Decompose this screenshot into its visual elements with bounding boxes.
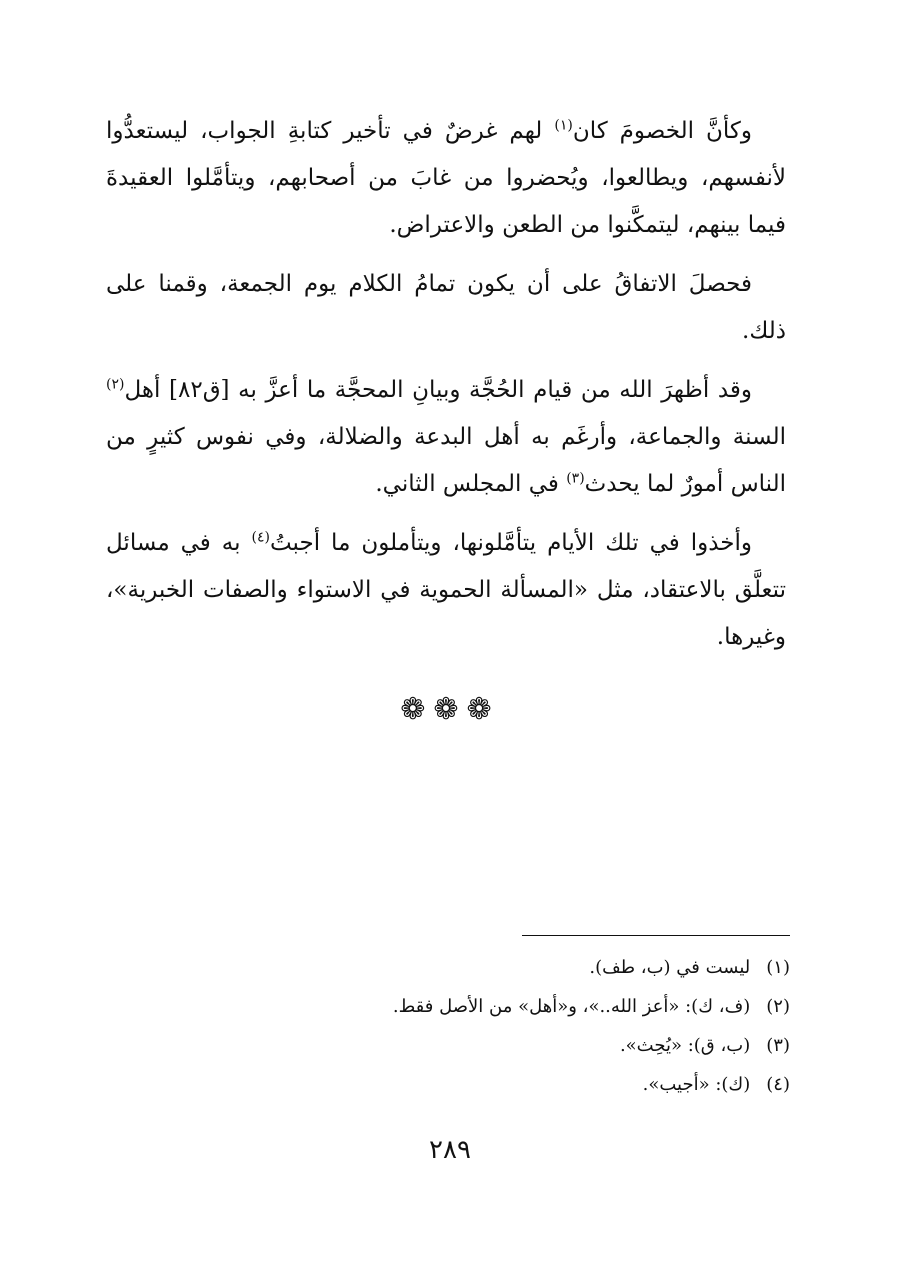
footnote-number: (٢)	[766, 996, 790, 1017]
paragraph-text: وقد أظهرَ الله من قيام الحُجَّة وبيانِ المحجَّة ما أعزَّ به [ق٨٢] أهل	[124, 377, 752, 403]
paragraph-text: وأخذوا في تلك الأيام يتأمَّلونها، ويتأملون ما أجبتُ	[269, 530, 752, 556]
main-text	[106, 108, 786, 673]
paragraph-1	[106, 108, 786, 249]
paragraph-text: لهم غرضٌ في تأخير كتابةِ الجواب، ليستعدُّوا لأنفسهم، ويطالعوا، ويُحضروا من غابَ من أصحابهم، ويتأمَّلوا العقيدةَ فيما بينهم، ليتمكَّنوا من الطعن والاعتراض.	[106, 118, 786, 238]
footnote-separator-line	[522, 935, 790, 936]
footnote-text: ليست في (ب، طف).	[589, 957, 751, 978]
page-number: ٢٨٩	[429, 1135, 471, 1165]
footnote-text: (ك): «أجيب».	[642, 1074, 751, 1095]
footnote-ref-4: (٤)	[251, 529, 270, 546]
footnote-ref-3: (٣)	[566, 470, 585, 487]
paragraph-3	[106, 367, 786, 508]
paragraph-text: السنة والجماعة، وأرغَم به أهل البدعة والضلالة، وفي نفوس كثيرٍ من الناس أمورٌ لما يحدث	[106, 424, 786, 497]
paragraph-text: به في مسائل تتعلَّق بالاعتقاد، مثل «المسألة الحموية في الاستواء والصفات الخبرية»، وغيرها.	[106, 530, 786, 650]
footnote-number: (٣)	[766, 1035, 790, 1056]
footnote-text: (ب، ق): «يُحِث».	[619, 1035, 751, 1056]
footnote-4	[200, 1065, 790, 1104]
section-divider-ornament: ❁❁❁	[400, 692, 500, 727]
footnote-3	[200, 1026, 790, 1065]
paragraph-2	[106, 261, 786, 355]
footnote-number: (٤)	[766, 1074, 790, 1095]
footnote-ref-2: (٢)	[106, 376, 125, 393]
paragraph-text: في المجلس الثاني.	[375, 471, 567, 497]
footnote-ref-1: (١)	[554, 117, 573, 134]
footnote-2	[200, 987, 790, 1026]
footnote-1	[200, 948, 790, 987]
paragraph-text: وكأنَّ الخصومَ كان	[572, 118, 752, 144]
paragraph-text: فحصلَ الاتفاقُ على أن يكون تمامُ الكلام يوم الجمعة، وقمنا على ذلك.	[106, 271, 786, 344]
footnote-number: (١)	[766, 957, 790, 978]
paragraph-4	[106, 520, 786, 661]
footnote-text: (ف، ك): «أعز الله..»، و«أهل» من الأصل فقط.	[392, 996, 751, 1017]
footnotes	[200, 948, 790, 1104]
